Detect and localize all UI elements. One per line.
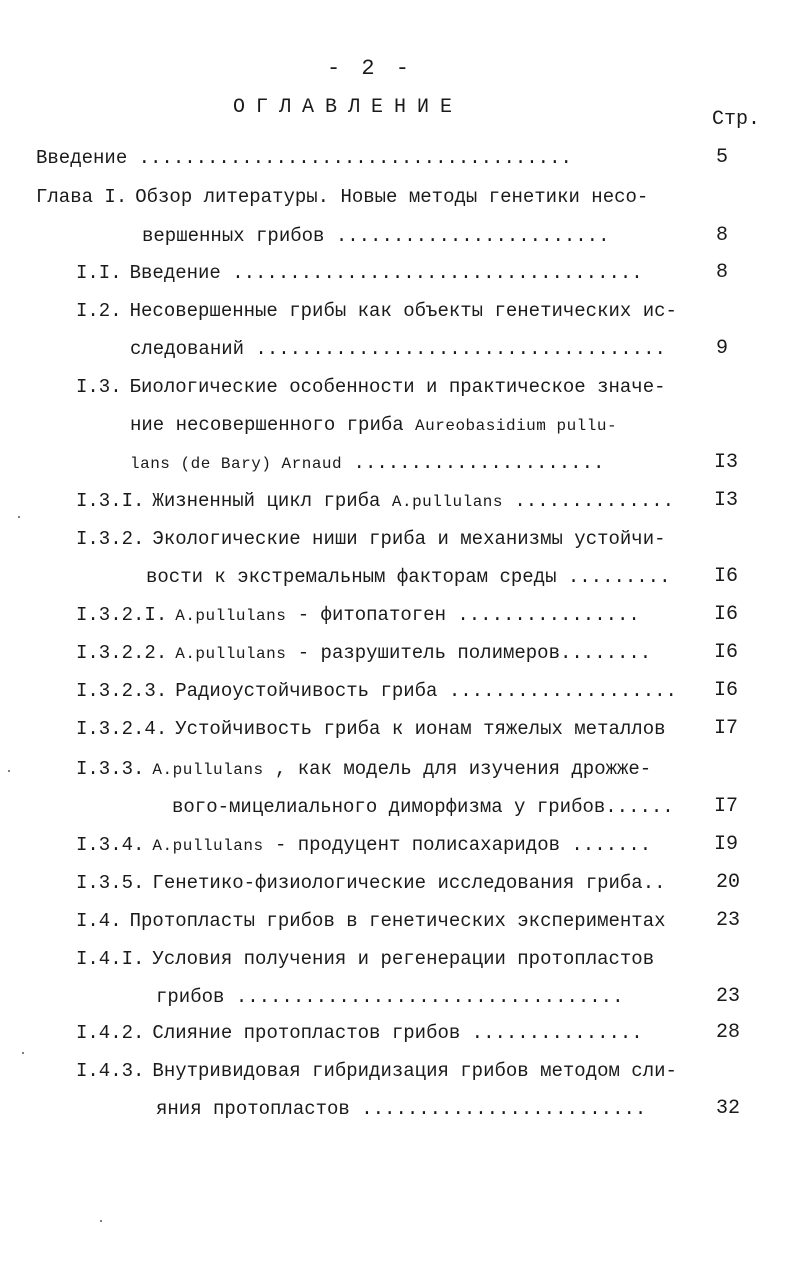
toc-entry-text: Радиоустойчивость гриба ....................	[175, 680, 677, 702]
toc-page-number: I6	[713, 641, 738, 664]
toc-page-number: 20	[715, 871, 740, 894]
scan-speck	[18, 516, 20, 518]
toc-entry-1-4-1	[76, 947, 654, 971]
toc-entry-code: I.3.2.2.	[76, 642, 168, 664]
toc-entry-continuation	[130, 337, 666, 361]
toc-entry-chapter-1	[36, 185, 648, 209]
toc-page-number: 9	[715, 337, 728, 360]
toc-entry-code: I.4.	[76, 910, 122, 932]
toc-page-number: I3	[713, 489, 738, 512]
toc-page-number: 23	[715, 985, 740, 1008]
page-number: - 2 -	[326, 56, 413, 81]
toc-entry-text: ние несовершенного гриба	[130, 414, 416, 436]
toc-entry-latin-name: lans (de Bary) Arnaud	[130, 455, 343, 473]
toc-entry-latin-name: A.pullulans	[152, 761, 264, 779]
toc-entry-latin-name: Aureobasidium pullu-	[415, 417, 618, 435]
toc-entry-text: Введение ....................................	[129, 262, 643, 284]
toc-page-number: 8	[715, 261, 728, 284]
toc-entry-text: Экологические ниши гриба и механизмы устойчи-	[152, 528, 666, 550]
toc-entry-1-3-2	[76, 527, 666, 551]
toc-entry-text: вого-мицелиального диморфизма у грибов......	[172, 796, 674, 818]
toc-page-number: I7	[713, 717, 738, 740]
toc-entry-1-3-2-3	[76, 679, 677, 703]
toc-entry-continuation	[130, 413, 617, 438]
toc-entry-code: I.4.3.	[76, 1060, 145, 1082]
toc-entry-1-3-3	[76, 757, 651, 782]
toc-page-number: 5	[715, 146, 728, 169]
toc-entry-1-3-2-4	[76, 717, 666, 741]
toc-page-number: I6	[713, 603, 738, 626]
toc-entry-text: следований ....................................	[130, 338, 666, 360]
toc-entry-1-1	[76, 261, 643, 285]
toc-entry-code: I.3.4.	[76, 834, 145, 856]
toc-entry-continuation	[142, 224, 609, 248]
toc-page-number: 28	[715, 1021, 740, 1044]
toc-entry-1-3-2-1	[76, 603, 640, 628]
toc-entry-text: Условия получения и регенерации протопластов	[152, 948, 655, 970]
toc-entry-text: Протопласты грибов в генетических экспериментах	[129, 910, 666, 932]
toc-entry-continuation	[172, 795, 674, 819]
toc-entry-1-4-3	[76, 1059, 677, 1083]
toc-entry-continuation	[146, 565, 671, 589]
toc-entry-text: Биологические особенности и практическое значе-	[129, 376, 666, 398]
toc-page-number: 32	[715, 1097, 740, 1120]
toc-entry-text: вершенных грибов ........................	[142, 225, 610, 247]
toc-entry-code: I.3.2.3.	[76, 680, 168, 702]
toc-entry-text: ..............	[503, 490, 675, 512]
toc-entry-latin-name: A.pullulans	[391, 493, 503, 511]
toc-entry-code: Глава I.	[36, 186, 128, 208]
toc-entry-text: - разрушитель полимеров........	[286, 642, 652, 664]
toc-entry-1-2	[76, 299, 677, 323]
toc-page-number: I9	[713, 833, 738, 856]
toc-entry-text: вости к экстремальным факторам среды .........	[146, 566, 671, 588]
toc-page-number: I3	[713, 451, 738, 474]
toc-entry-text: грибов ..................................	[156, 986, 624, 1008]
toc-entry-latin-name: A.pullulans	[175, 645, 287, 663]
toc-entry-text: Жизненный цикл гриба	[152, 490, 392, 512]
toc-entry-continuation	[130, 451, 604, 476]
toc-entry-text: Устойчивость гриба к ионам тяжелых металлов	[175, 718, 666, 740]
toc-entry-latin-name: A.pullulans	[175, 607, 287, 625]
toc-entry-code: I.3.I.	[76, 490, 145, 512]
toc-page-number: I7	[713, 795, 738, 818]
toc-entry-continuation	[156, 1097, 646, 1121]
scan-speck	[22, 1052, 24, 1054]
toc-entry-code: I.4.2.	[76, 1022, 145, 1044]
toc-entry-1-3-4	[76, 833, 651, 858]
toc-entry-code: I.3.2.I.	[76, 604, 168, 626]
toc-entry-text: Генетико-физиологические исследования гриба..	[152, 872, 666, 894]
toc-entry-code: I.I.	[76, 262, 122, 284]
toc-entry-text: Слияние протопластов грибов ...............	[152, 1022, 643, 1044]
toc-entry-text: Введение ......................................	[36, 147, 572, 169]
toc-entry-code: I.3.5.	[76, 872, 145, 894]
page-column-label: Стр.	[712, 108, 761, 131]
toc-entry-1-3-2-2	[76, 641, 651, 666]
toc-entry-code: I.3.2.4.	[76, 718, 168, 740]
toc-entry-1-3-1	[76, 489, 674, 514]
toc-entry-text: - фитопатоген ................	[286, 604, 640, 626]
toc-page-number: I6	[713, 679, 738, 702]
toc-entry-continuation	[156, 985, 623, 1009]
toc-entry-1-4-2	[76, 1021, 643, 1045]
toc-entry-code: I.4.I.	[76, 948, 145, 970]
toc-entry-text: Обзор литературы. Новые методы генетики несо-	[135, 186, 649, 208]
toc-entry-code: I.3.	[76, 376, 122, 398]
toc-page-number: 23	[715, 909, 740, 932]
toc-entry-text: ......................	[342, 452, 605, 474]
scan-speck	[100, 1220, 102, 1222]
toc-entry-latin-name: A.pullulans	[152, 837, 264, 855]
scan-speck	[8, 770, 10, 772]
toc-entry-text: , как модель для изучения дрожже-	[263, 758, 652, 780]
page-title: ОГЛАВЛЕНИЕ	[232, 96, 464, 119]
toc-entry-1-3-5	[76, 871, 666, 895]
toc-entry-code: I.2.	[76, 300, 122, 322]
toc-entry-text: Внутривидовая гибридизация грибов методом сли-	[152, 1060, 677, 1082]
toc-entry-code: I.3.3.	[76, 758, 145, 780]
toc-entry-text: яния протопластов .........................	[156, 1098, 647, 1120]
toc-entry-introduction	[36, 146, 572, 170]
toc-entry-code: I.3.2.	[76, 528, 145, 550]
toc-entry-text: - продуцент полисахаридов .......	[263, 834, 652, 856]
toc-page-number: 8	[715, 224, 728, 247]
toc-entry-1-4	[76, 909, 666, 933]
toc-page-number: I6	[713, 565, 738, 588]
toc-entry-text: Несовершенные грибы как объекты генетических ис-	[129, 300, 677, 322]
toc-entry-1-3	[76, 375, 666, 399]
